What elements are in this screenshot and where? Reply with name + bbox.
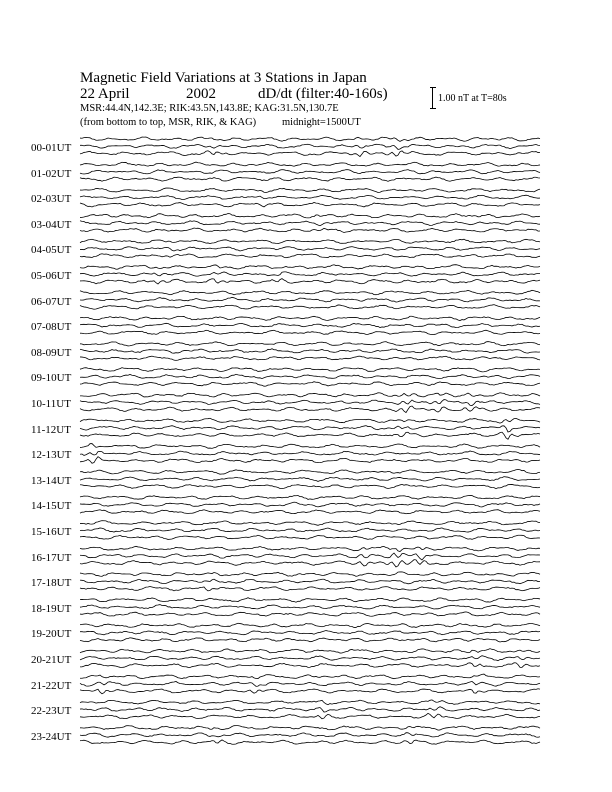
trace-msr-09-10ut [80, 382, 540, 386]
hour-label: 14-15UT [31, 500, 72, 513]
hour-label: 05-06UT [31, 270, 72, 282]
trace-kag-23-24ut [80, 726, 540, 731]
station-coordinates: MSR:44.4N,142.3E; RIK:43.5N,143.8E; KAG:31.5N,130.7E [80, 103, 339, 114]
trace-kag-18-19ut [80, 598, 540, 603]
hour-label: 01-02UT [31, 167, 72, 180]
trace-msr-11-12ut [80, 432, 540, 439]
trace-kag-05-06ut [80, 265, 540, 270]
hour-label: 12-13UT [31, 449, 72, 462]
trace-rik-01-02ut [80, 170, 540, 174]
trace-rik-15-16ut [80, 528, 540, 532]
trace-rik-11-12ut [80, 426, 540, 432]
hour-label: 00-01UT [31, 142, 72, 154]
midnight-note: midnight=1500UT [282, 117, 361, 128]
trace-msr-02-03ut [80, 202, 540, 207]
trace-msr-14-15ut [80, 510, 540, 514]
trace-rik-13-14ut [80, 477, 540, 482]
hour-label: 22-23UT [31, 705, 72, 718]
trace-rik-02-03ut [80, 195, 540, 199]
trace-rik-16-17ut [80, 553, 540, 560]
trace-msr-19-20ut [80, 638, 540, 642]
trace-kag-07-08ut [80, 316, 540, 320]
trace-rik-19-20ut [80, 631, 540, 635]
hour-label: 10-11UT [31, 398, 71, 410]
hour-label: 18-19UT [31, 602, 72, 615]
trace-msr-20-21ut [80, 663, 540, 668]
hour-label: 08-09UT [31, 346, 72, 359]
trace-msr-13-14ut [80, 484, 540, 488]
trace-kag-16-17ut [80, 546, 540, 551]
trace-rik-03-04ut [80, 221, 540, 226]
trace-kag-08-09ut [80, 342, 540, 346]
hour-label: 07-08UT [31, 321, 72, 334]
trace-kag-01-02ut [80, 162, 540, 166]
trace-kag-00-01ut [80, 137, 540, 141]
hour-label: 23-24UT [31, 730, 72, 743]
trace-rik-06-07ut [80, 297, 540, 302]
trace-kag-09-10ut [80, 368, 540, 372]
hour-label: 17-18UT [31, 577, 72, 590]
trace-kag-02-03ut [80, 188, 540, 193]
trace-rik-08-09ut [80, 349, 540, 353]
trace-msr-17-18ut [80, 587, 540, 591]
trace-rik-00-01ut [80, 144, 540, 149]
trace-msr-21-22ut [80, 689, 540, 694]
hour-label: 04-05UT [31, 244, 72, 257]
trace-msr-01-02ut [80, 177, 540, 181]
scale-label: 1.00 nT at T=80s [438, 93, 507, 104]
trace-kag-03-04ut [80, 214, 540, 218]
trace-msr-16-17ut [80, 560, 540, 567]
trace-msr-23-24ut [80, 740, 540, 744]
trace-rik-07-08ut [80, 323, 540, 327]
trace-kag-22-23ut [80, 700, 540, 705]
hour-label: 09-10UT [31, 372, 72, 385]
trace-kag-17-18ut [80, 572, 540, 577]
trace-rik-23-24ut [80, 733, 540, 738]
trace-rik-21-22ut [80, 681, 540, 686]
hour-label: 13-14UT [31, 474, 72, 487]
year-label: 2002 [186, 86, 216, 102]
trace-msr-03-04ut [80, 228, 540, 232]
trace-msr-06-07ut [80, 305, 540, 310]
trace-kag-20-21ut [80, 649, 540, 653]
page-title: Magnetic Field Variations at 3 Stations in Japan [80, 70, 367, 86]
hour-label: 06-07UT [31, 295, 72, 308]
trace-rik-18-19ut [80, 605, 540, 609]
hour-label: 02-03UT [31, 193, 72, 206]
trace-kag-12-13ut [80, 444, 540, 449]
trace-msr-00-01ut [80, 151, 540, 157]
hour-label: 16-17UT [31, 551, 72, 564]
trace-kag-13-14ut [80, 469, 540, 474]
trace-kag-14-15ut [80, 496, 540, 500]
trace-msr-18-19ut [80, 612, 540, 616]
trace-msr-10-11ut [80, 406, 540, 413]
trace-msr-05-06ut [80, 279, 540, 284]
hour-label: 20-21UT [31, 654, 72, 666]
hour-label: 03-04UT [31, 218, 72, 231]
trace-kag-11-12ut [80, 418, 540, 423]
trace-kag-19-20ut [80, 623, 540, 627]
component-label: dD/dt (filter:40-160s) [258, 86, 388, 102]
trace-msr-04-05ut [80, 254, 540, 258]
trace-rik-05-06ut [80, 272, 540, 276]
trace-rik-17-18ut [80, 579, 540, 584]
trace-rik-22-23ut [80, 707, 540, 712]
trace-msr-07-08ut [80, 330, 540, 334]
trace-kag-21-22ut [80, 674, 540, 679]
trace-rik-04-05ut [80, 247, 540, 251]
trace-msr-15-16ut [80, 535, 540, 539]
trace-kag-15-16ut [80, 521, 540, 526]
trace-rik-12-13ut [80, 451, 540, 455]
trace-rik-20-21ut [80, 656, 540, 661]
trace-rik-10-11ut [80, 400, 540, 406]
hour-label: 11-12UT [31, 423, 71, 436]
trace-order-note: (from bottom to top, MSR, RIK, & KAG) [80, 117, 257, 128]
date-label: 22 April [80, 86, 130, 102]
trace-kag-10-11ut [80, 393, 540, 397]
hour-label: 15-16UT [31, 526, 72, 538]
trace-msr-22-23ut [80, 713, 540, 718]
trace-kag-06-07ut [80, 290, 540, 294]
trace-rik-14-15ut [80, 502, 540, 507]
trace-kag-04-05ut [80, 239, 540, 243]
trace-msr-08-09ut [80, 356, 540, 360]
trace-msr-12-13ut [80, 457, 540, 464]
hour-label: 21-22UT [31, 679, 72, 692]
hour-label: 19-20UT [31, 628, 72, 641]
trace-rik-09-10ut [80, 374, 540, 378]
